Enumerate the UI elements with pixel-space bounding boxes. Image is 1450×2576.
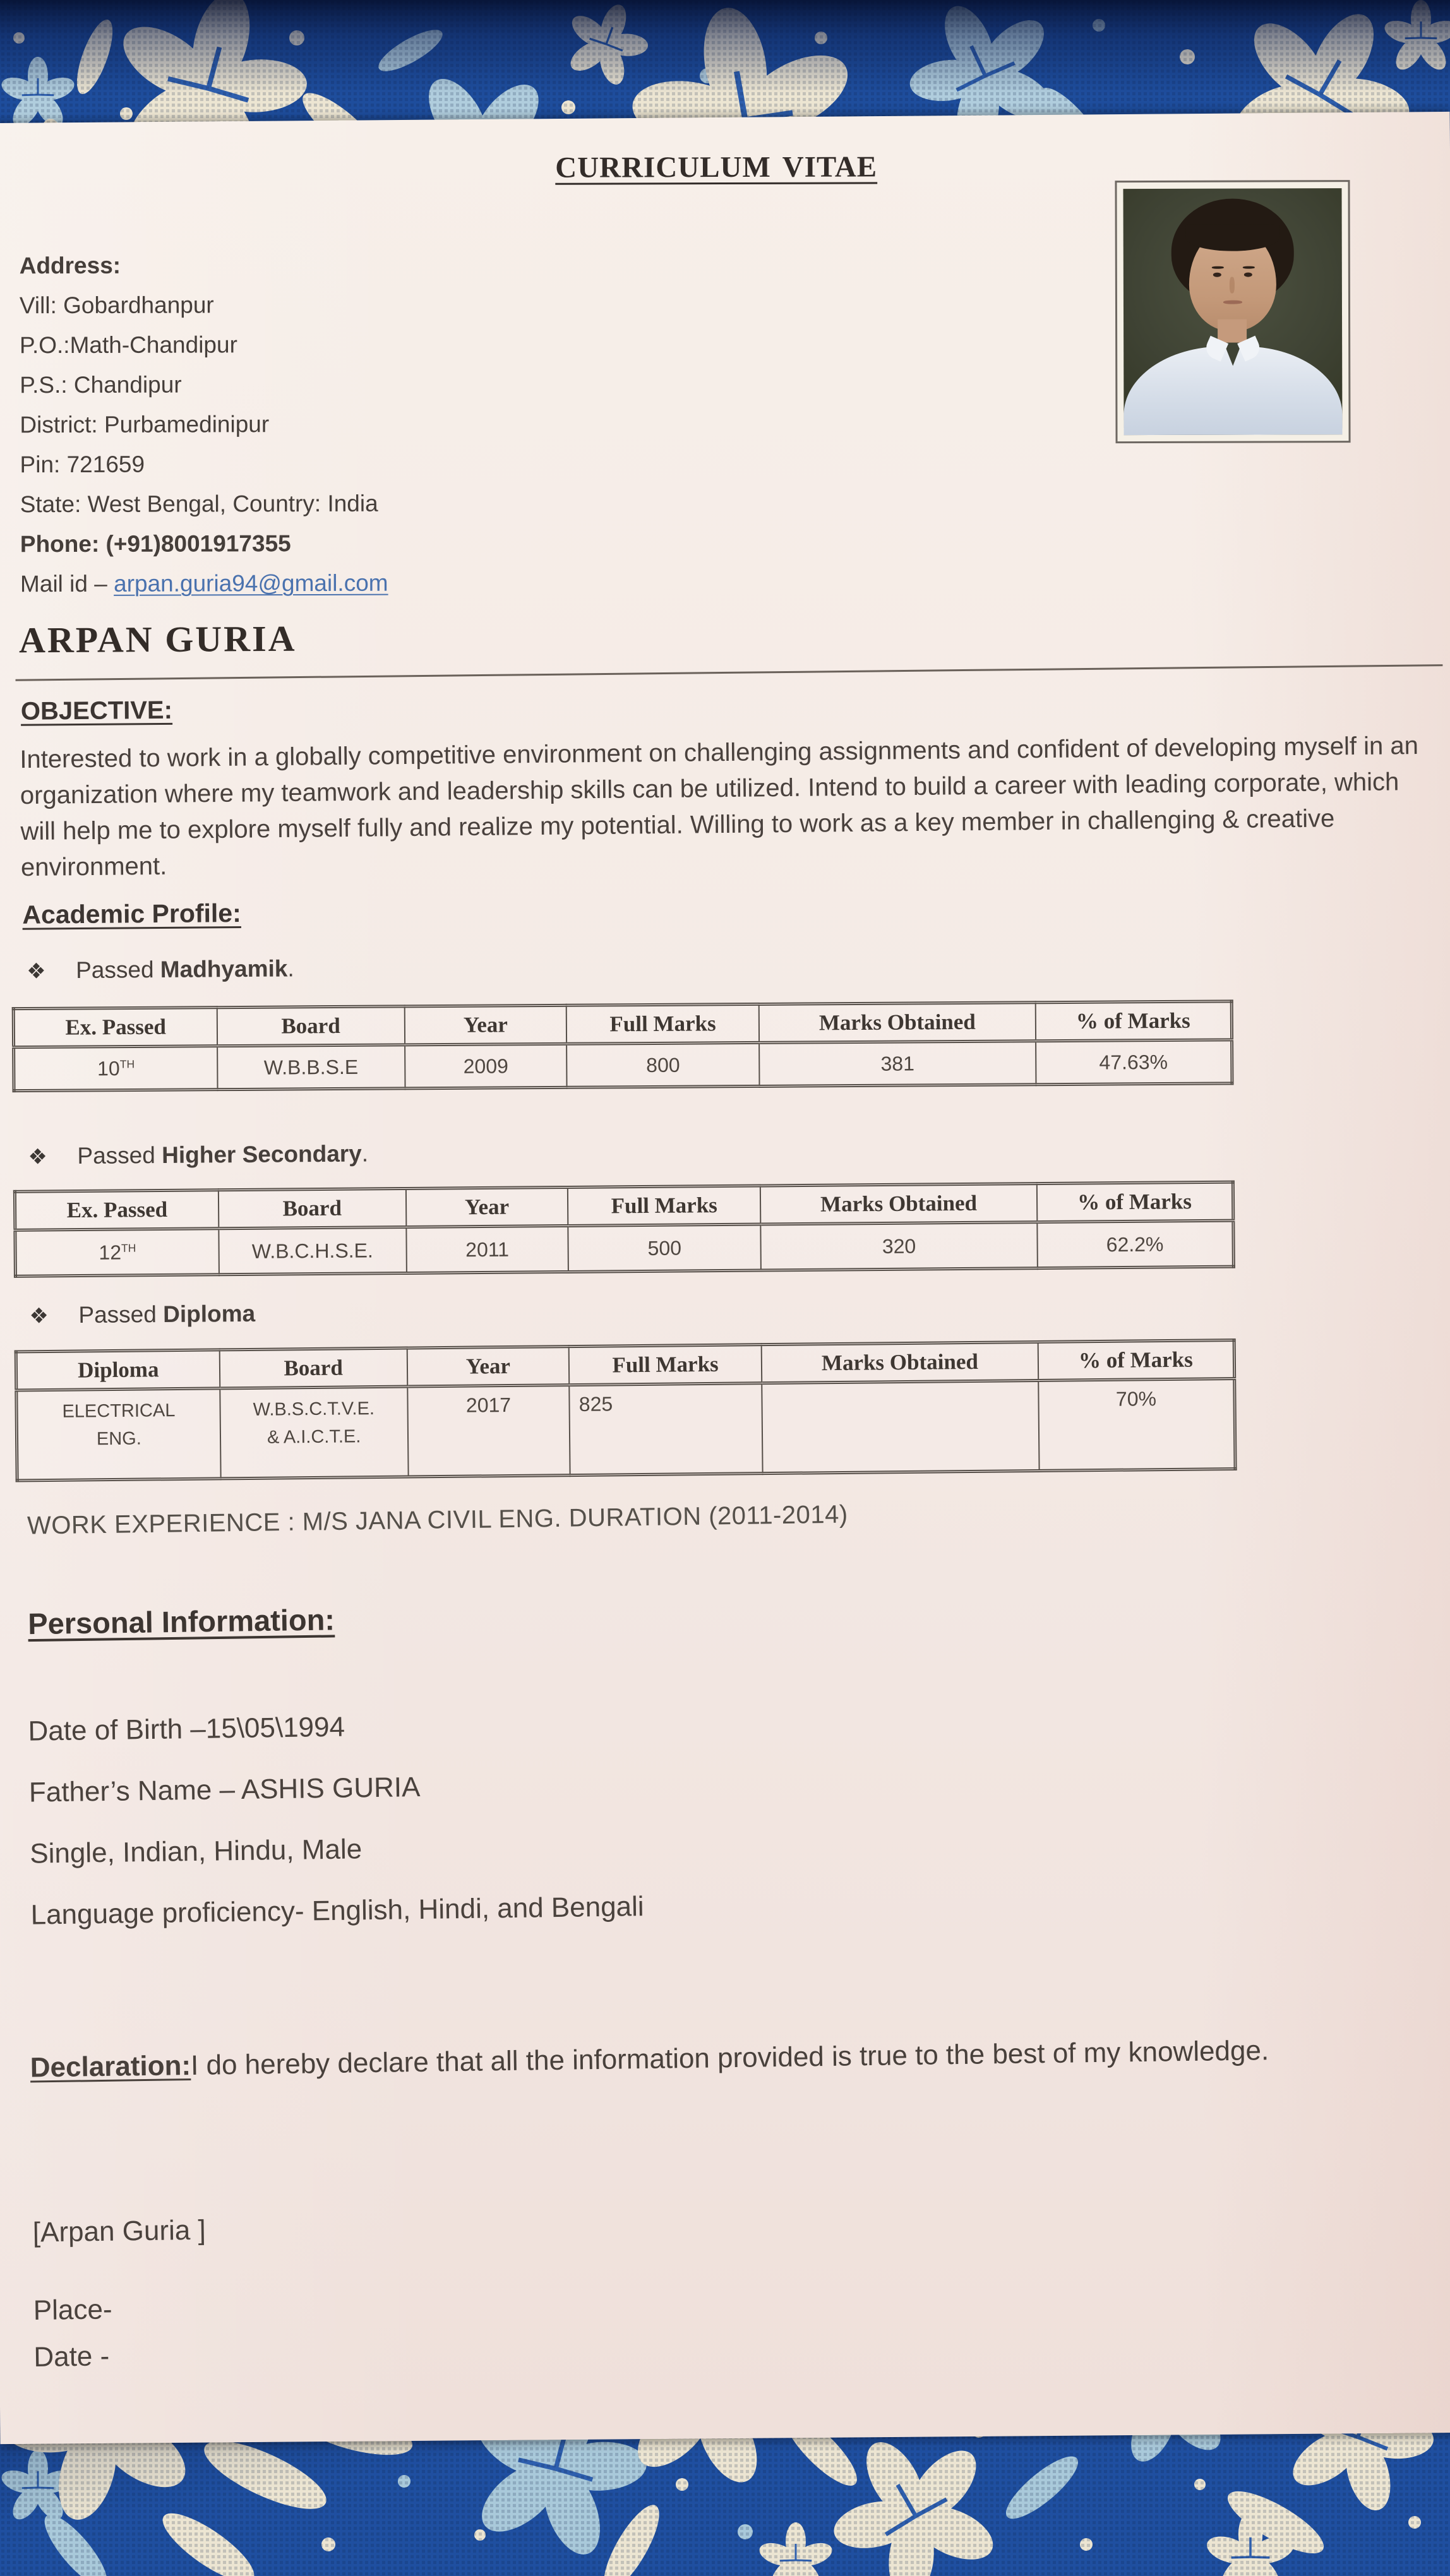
cell-percent: 70% <box>1038 1378 1235 1470</box>
language-line: Language proficiency- English, Hindi, and Bengali <box>30 1891 644 1931</box>
page-title: CURRICULUM VITAE <box>555 150 878 184</box>
cv-paper <box>0 112 1450 2444</box>
mail-line <box>20 563 388 604</box>
bullet-diploma <box>29 1301 255 1329</box>
portrait-eyebrow-right <box>1242 266 1254 268</box>
diploma-line2: ENG. <box>96 1428 141 1450</box>
exam-number: 12 <box>99 1241 122 1264</box>
address-line-pin: Pin: 721659 <box>20 451 145 478</box>
declaration-paragraph <box>30 2029 1450 2087</box>
exam-number: 10 <box>97 1056 120 1080</box>
bullet-text-suffix: . <box>361 1140 369 1167</box>
col-header: Ex. Passed <box>13 1008 217 1047</box>
col-header: Full Marks <box>566 1004 759 1044</box>
diploma-marks-table <box>15 1339 1237 1482</box>
board-line2: & A.I.C.T.E. <box>267 1426 361 1448</box>
col-header: Board <box>219 1188 407 1228</box>
address-label: Address: <box>19 252 121 279</box>
work-experience-line: WORK EXPERIENCE : M/S JANA CIVIL ENG. DURATION (2011-2014) <box>27 1500 848 1540</box>
cell-marks-obtained: 320 <box>760 1222 1037 1270</box>
madhyamik-marks-table <box>12 999 1234 1092</box>
col-header: Board <box>217 1006 404 1046</box>
declaration-text: I do hereby declare that all the information provided is true to the best of my knowledge. <box>190 2035 1269 2081</box>
personal-information-heading: Personal Information: <box>27 1602 335 1641</box>
board-line1: W.B.S.C.T.V.E. <box>253 1398 375 1420</box>
table-data-row <box>16 1378 1235 1481</box>
phone-line: Phone: (+91)8001917355 <box>20 530 291 558</box>
portrait-photo-background <box>1123 188 1342 435</box>
bullet-higher-secondary <box>28 1140 368 1169</box>
name-underline-rule <box>16 664 1443 681</box>
cell-diploma <box>16 1388 220 1481</box>
address-line-state: State: West Bengal, Country: India <box>20 490 378 518</box>
col-header: Marks Obtained <box>762 1342 1038 1383</box>
address-line-ps: P.S.: Chandipur <box>20 371 182 398</box>
exam-ordinal: TH <box>119 1057 135 1070</box>
table-data-row <box>15 1220 1234 1276</box>
cell-year: 2017 <box>407 1385 570 1477</box>
col-header: % of Marks <box>1037 1182 1233 1222</box>
cell-full-marks: 500 <box>568 1224 761 1272</box>
higher-secondary-marks-table <box>13 1181 1235 1278</box>
cell-full-marks: 800 <box>566 1042 759 1087</box>
cell-exam <box>14 1046 218 1091</box>
address-line-po: P.O.:Math-Chandipur <box>19 331 237 359</box>
bullet-text-prefix: Passed <box>78 1301 164 1328</box>
portrait-eyebrow-left <box>1212 266 1224 269</box>
col-header: Full Marks <box>568 1186 760 1225</box>
signature-date: Date - <box>33 2340 110 2373</box>
email-link[interactable]: arpan.guria94@gmail.com <box>114 569 388 597</box>
portrait-eye-right <box>1244 272 1252 277</box>
dob-line: Date of Birth –15\05\1994 <box>28 1711 345 1747</box>
col-header: Full Marks <box>569 1345 762 1385</box>
col-header: Ex. Passed <box>15 1190 219 1231</box>
bullet-text-prefix: Passed <box>75 957 160 984</box>
col-header: Marks Obtained <box>759 1003 1036 1043</box>
bullet-text-bold: Diploma <box>162 1300 256 1327</box>
col-header: Diploma <box>16 1350 220 1390</box>
col-header: % of Marks <box>1038 1340 1235 1380</box>
academic-profile-heading: Academic Profile: <box>22 898 241 929</box>
mail-label: Mail id – <box>20 570 114 597</box>
diamond-bullet-icon: ❖ <box>27 959 46 984</box>
col-header: Year <box>406 1187 568 1227</box>
cell-year: 2009 <box>405 1044 567 1088</box>
bullet-text-bold: Higher Secondary <box>161 1140 362 1168</box>
exam-ordinal: TH <box>121 1241 136 1255</box>
diploma-line1: ELECTRICAL <box>62 1400 176 1422</box>
portrait-nose <box>1230 277 1235 293</box>
cell-exam <box>15 1229 219 1277</box>
signature-name: [Arpan Guria ] <box>32 2214 207 2248</box>
table-data-row <box>14 1040 1232 1091</box>
declaration-heading: Declaration: <box>30 2049 191 2084</box>
col-header: Marks Obtained <box>760 1184 1037 1224</box>
status-line: Single, Indian, Hindu, Male <box>29 1834 362 1869</box>
cell-percent: 47.63% <box>1036 1040 1232 1085</box>
candidate-name: ARPAN GURIA <box>18 617 297 661</box>
portrait-photo <box>1115 180 1350 443</box>
cell-board: W.B.B.S.E <box>217 1045 405 1090</box>
address-line-village: Vill: Gobardhanpur <box>19 292 214 319</box>
address-line-district: District: Purbamedinipur <box>20 411 270 438</box>
cell-full-marks: 825 <box>570 1383 763 1476</box>
portrait-eye-left <box>1213 272 1221 277</box>
signature-place: Place- <box>33 2294 112 2327</box>
bullet-text-bold: Madhyamik <box>160 955 288 983</box>
objective-text: Interested to work in a globally competitive environment on challenging assignments and confident of developing myself in an organization where my teamwork and leadership skills can be utilized. Intend to build a career with leading corporate, which will help me to explore myself fully and realize my potential. Willing to work as a key member in challenging & creative environment. <box>20 732 1419 882</box>
cell-year: 2011 <box>406 1225 568 1273</box>
col-header: Year <box>404 1005 566 1045</box>
cell-board <box>220 1386 408 1479</box>
col-header: % of Marks <box>1036 1001 1232 1041</box>
father-name-line: Father’s Name – ASHIS GURIA <box>28 1772 421 1808</box>
cell-marks-obtained: 381 <box>759 1041 1036 1087</box>
bullet-text-suffix: . <box>287 955 294 982</box>
col-header: Board <box>219 1348 407 1388</box>
cell-marks-obtained <box>762 1380 1039 1473</box>
bullet-text-prefix: Passed <box>77 1142 162 1169</box>
cell-board: W.B.C.H.S.E. <box>219 1227 407 1274</box>
cell-percent: 62.2% <box>1037 1220 1233 1268</box>
personal-information-block <box>28 1707 644 1961</box>
portrait-mouth <box>1223 301 1242 304</box>
col-header: Year <box>407 1347 569 1386</box>
diamond-bullet-icon: ❖ <box>28 1145 48 1169</box>
bullet-madhyamik <box>27 955 294 984</box>
contact-block <box>20 245 388 604</box>
objective-heading: OBJECTIVE: <box>20 696 173 725</box>
diamond-bullet-icon: ❖ <box>29 1304 49 1328</box>
